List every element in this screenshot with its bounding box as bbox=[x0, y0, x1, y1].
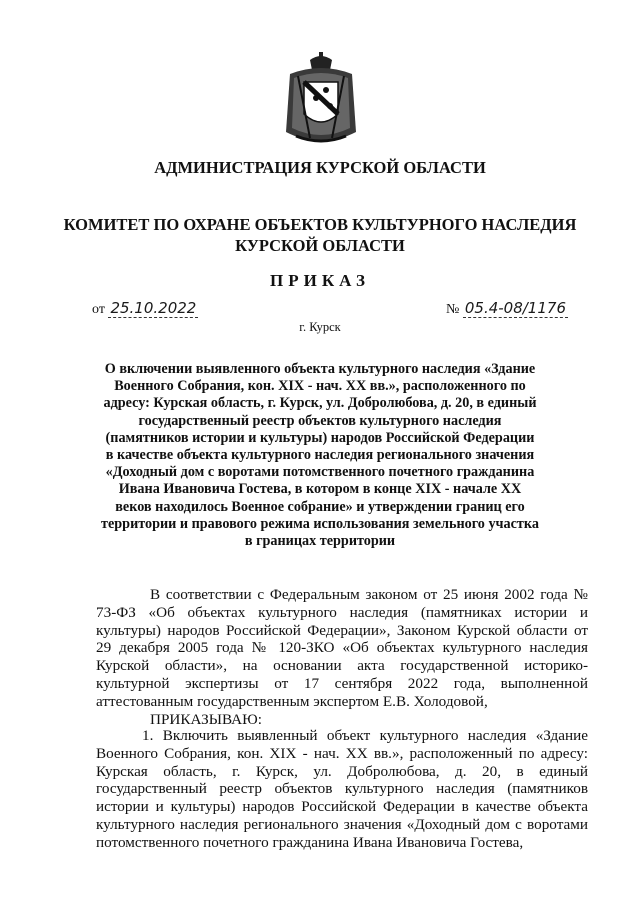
date-value: 25.10.2022 bbox=[110, 299, 197, 317]
number-value: 05.4-08/1176 bbox=[464, 299, 566, 317]
preamble-paragraph bbox=[96, 586, 588, 728]
order-word: ПРИКАЗЫВАЮ: bbox=[150, 710, 262, 728]
order-date bbox=[92, 299, 198, 318]
committee-title bbox=[0, 214, 640, 256]
city-label: г. Курск bbox=[299, 320, 341, 334]
coat-of-arms-icon bbox=[280, 52, 362, 150]
committee-title-line2: КУРСКОЙ ОБЛАСТИ bbox=[235, 236, 405, 255]
committee-title-line1: КОМИТЕТ ПО ОХРАНЕ ОБЪЕКТОВ КУЛЬТУРНОГО НАСЛЕДИЯ bbox=[63, 215, 577, 234]
order-subject: О включении выявленного объекта культурного наследия «Здание Военного Собрания, кон. XIX - нач. XX вв.», расположенного по адресу: Курская область, г. Курск, ул. Добролюбова, д. 20, в единый государственный реестр объектов культурного наследия (памятников истории и культуры) народов Российской Федерации в качестве объекта культурного наследия регионального значения «Доходный дом с воротами потомственного почетного гражданина Ивана Ивановича Гостева, в котором в конце XIX - начале XX веков находилось Военное собрание» и утверждении границ его территории и правового режима использования земельного участка в границах территории bbox=[101, 361, 539, 550]
administration-title: АДМИНИСТРАЦИЯ КУРСКОЙ ОБЛАСТИ bbox=[154, 158, 486, 177]
number-prefix: № bbox=[446, 302, 460, 317]
preamble-text: В соответствии с Федеральным законом от 25 июня 2002 года № 73-ФЗ «Об объектах культурного наследия (памятниках истории и культуры) народов Российской Федерации», Законом Курской области от 29 декабря 2005 года № 120-ЗКО «Об объектах культурного наследия Курской области», на основании акта государственной историко-культурной экспертизы от 17 сентября 2022 года, выполненной аттестованным государственным экспертом Е.В. Холодовой, bbox=[96, 586, 588, 710]
document-type: ПРИКАЗ bbox=[270, 271, 370, 290]
item-1-paragraph: 1. Включить выявленный объект культурного наследия «Здание Военного Собрания, кон. XIX - нач. XX вв.», расположенный по адресу: Курская область, г. Курск, ул. Добролюбова, д. 20, в единый государственный реестр объектов культурного наследия (памятников истории и культуры) народов Российской Федерации в качестве объекта культурного наследия регионального значения «Доходный дом с воротами потомственного почетного гражданина Ивана Ивановича Гостева, bbox=[96, 727, 588, 851]
order-number bbox=[446, 299, 568, 318]
date-prefix: от bbox=[92, 302, 105, 317]
